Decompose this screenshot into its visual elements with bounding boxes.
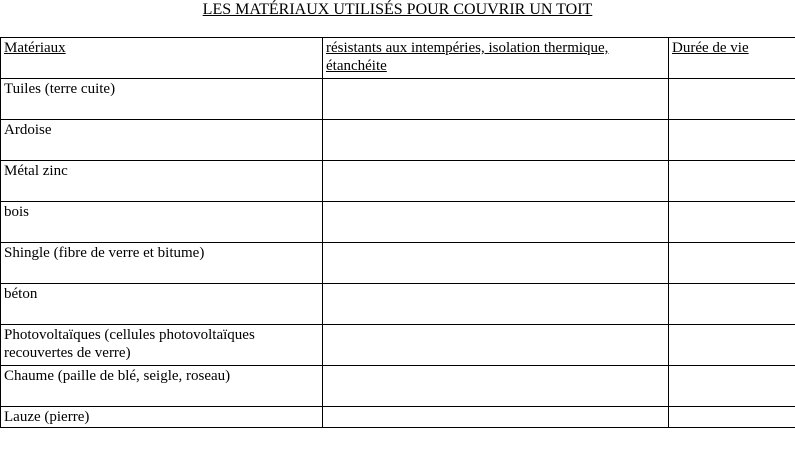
table-header-row	[1, 38, 795, 79]
resistance-cell	[323, 407, 669, 428]
table-row	[1, 325, 795, 366]
resistance-cell	[323, 243, 669, 284]
header-resistance: résistants aux intempéries, isolation thermique, étanchéite	[323, 38, 669, 79]
material-cell: Shingle (fibre de verre et bitume)	[1, 243, 323, 284]
lifespan-cell	[669, 120, 795, 161]
resistance-cell	[323, 366, 669, 407]
table-row	[1, 243, 795, 284]
table-row	[1, 366, 795, 407]
table-row	[1, 202, 795, 243]
lifespan-cell	[669, 325, 795, 366]
material-cell: Métal zinc	[1, 161, 323, 202]
resistance-cell	[323, 325, 669, 366]
lifespan-cell	[669, 284, 795, 325]
header-lifespan: Durée de vie	[669, 38, 795, 79]
table-row	[1, 120, 795, 161]
table-row	[1, 161, 795, 202]
resistance-cell	[323, 79, 669, 120]
document-title: LES MATÉRIAUX UTILISÉS POUR COUVRIR UN TOIT	[202, 1, 593, 18]
header-materials: Matériaux	[1, 38, 323, 79]
lifespan-cell	[669, 79, 795, 120]
lifespan-cell	[669, 243, 795, 284]
material-cell: Ardoise	[1, 120, 323, 161]
lifespan-cell	[669, 161, 795, 202]
material-cell: béton	[1, 284, 323, 325]
resistance-cell	[323, 202, 669, 243]
material-cell: Lauze (pierre)	[1, 407, 323, 428]
lifespan-cell	[669, 407, 795, 428]
resistance-cell	[323, 120, 669, 161]
material-cell: Tuiles (terre cuite)	[1, 79, 323, 120]
table-row	[1, 79, 795, 120]
table-row	[1, 284, 795, 325]
resistance-cell	[323, 284, 669, 325]
lifespan-cell	[669, 202, 795, 243]
resistance-cell	[323, 161, 669, 202]
material-cell: Photovoltaïques (cellules photovoltaïques recouvertes de verre)	[1, 325, 323, 366]
material-cell: bois	[1, 202, 323, 243]
material-cell: Chaume (paille de blé, seigle, roseau)	[1, 366, 323, 407]
lifespan-cell	[669, 366, 795, 407]
materials-table	[0, 37, 795, 428]
table-row	[1, 407, 795, 428]
